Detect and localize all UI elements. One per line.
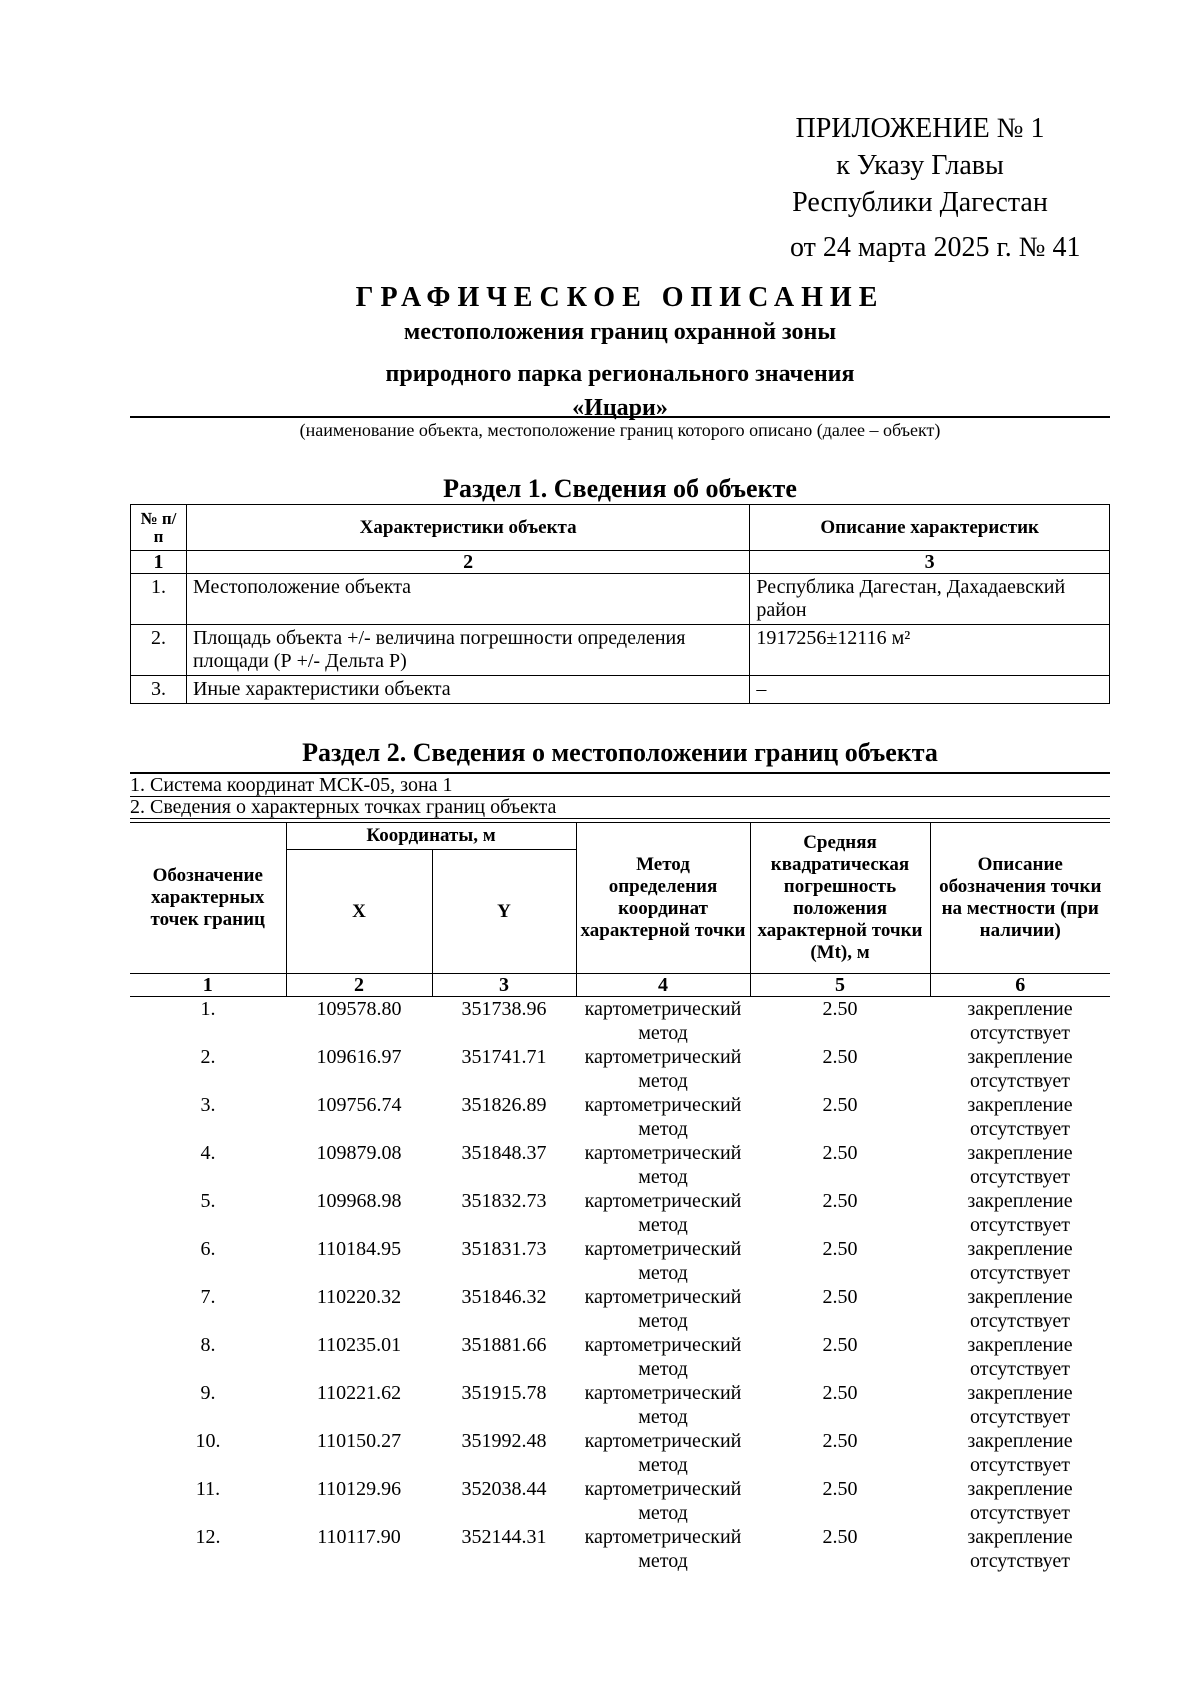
point-num: 5. xyxy=(200,1190,216,1212)
point-error: 2.50 xyxy=(822,998,858,1020)
header-characteristics: Характеристики объекта xyxy=(186,505,749,551)
row-characteristic: Площадь объекта +/- величина погрешности определения площади (Р +/- Дельта Р) xyxy=(186,625,749,676)
point-description: закрепление отсутствует xyxy=(967,1286,1073,1332)
point-y: 351848.37 xyxy=(461,1142,547,1164)
points-info: 2. Сведения о характерных точках границ объекта xyxy=(130,796,1110,819)
point-y: 351831.73 xyxy=(461,1238,547,1260)
row-num: 1. xyxy=(131,574,187,625)
row-description: – xyxy=(750,676,1110,704)
index-cell: 5 xyxy=(750,974,930,997)
point-y: 351741.71 xyxy=(461,1046,547,1068)
table-row xyxy=(130,1381,1110,1429)
point-method: картометрический метод xyxy=(584,1478,742,1524)
header-x: X xyxy=(286,850,432,974)
index-cell: 2 xyxy=(186,551,749,574)
point-y: 351826.89 xyxy=(461,1094,547,1116)
table-row xyxy=(130,1189,1110,1237)
object-name-caption: (наименование объекта, местоположение границ которого описано (далее – объект) xyxy=(299,420,941,440)
point-description: закрепление отсутствует xyxy=(967,1142,1073,1188)
appendix-to: к Указу Главы xyxy=(836,150,1004,181)
index-cell: 2 xyxy=(286,974,432,997)
point-description: закрепление отсутствует xyxy=(967,1478,1073,1524)
point-x: 109879.08 xyxy=(316,1142,402,1164)
point-error: 2.50 xyxy=(822,1190,858,1212)
point-num: 1. xyxy=(200,998,216,1020)
header-designation: Обозначение характерных точек границ xyxy=(130,823,286,974)
point-error: 2.50 xyxy=(822,1286,858,1308)
point-method: картометрический метод xyxy=(584,1334,742,1380)
title-main: ГРАФИЧЕСКОЕ ОПИСАНИЕ xyxy=(355,282,885,313)
point-x: 110221.62 xyxy=(316,1382,402,1404)
appendix-title: ПРИЛОЖЕНИЕ № 1 xyxy=(795,113,1045,144)
point-num: 2. xyxy=(200,1046,216,1068)
appendix-org: Республики Дагестан xyxy=(792,187,1048,218)
point-method: картометрический метод xyxy=(584,1238,742,1284)
object-name-underline xyxy=(130,416,1110,418)
point-description: закрепление отсутствует xyxy=(967,1046,1073,1092)
point-method: картометрический метод xyxy=(584,998,742,1044)
point-method: картометрический метод xyxy=(584,1382,742,1428)
table-row xyxy=(130,1333,1110,1381)
row-characteristic: Иные характеристики объекта xyxy=(186,676,749,704)
row-characteristic: Местоположение объекта xyxy=(186,574,749,625)
point-x: 110220.32 xyxy=(316,1286,402,1308)
index-cell: 1 xyxy=(131,551,187,574)
point-num: 8. xyxy=(200,1334,216,1356)
point-x: 109756.74 xyxy=(316,1094,402,1116)
point-x: 109968.98 xyxy=(316,1190,402,1212)
section2-title: Раздел 2. Сведения о местоположении границ объекта xyxy=(302,738,938,767)
table-row xyxy=(130,1285,1110,1333)
point-x: 110117.90 xyxy=(317,1526,401,1548)
point-description: закрепление отсутствует xyxy=(967,1526,1073,1572)
point-method: картометрический метод xyxy=(584,1094,742,1140)
point-error: 2.50 xyxy=(822,1334,858,1356)
section1-title: Раздел 1. Сведения об объекте xyxy=(443,474,797,503)
object-info-table xyxy=(130,504,1110,704)
point-method: картометрический метод xyxy=(584,1430,742,1476)
header-error: Средняя квадратическая погрешность положения характерной точки (Mt), м xyxy=(750,823,930,974)
point-y: 352038.44 xyxy=(461,1478,547,1500)
boundary-points-table xyxy=(130,822,1110,1573)
row-num: 3. xyxy=(131,676,187,704)
point-description: закрепление отсутствует xyxy=(967,1094,1073,1140)
point-x: 109616.97 xyxy=(316,1046,402,1068)
point-method: картометрический метод xyxy=(584,1286,742,1332)
table-row xyxy=(130,1093,1110,1141)
point-error: 2.50 xyxy=(822,1430,858,1452)
coordinate-system: 1. Система координат МСК-05, зона 1 xyxy=(130,772,1110,797)
point-description: закрепление отсутствует xyxy=(967,998,1073,1044)
points-body xyxy=(130,997,1110,1574)
point-num: 11. xyxy=(195,1478,221,1500)
point-error: 2.50 xyxy=(822,1526,858,1548)
table-row xyxy=(130,1141,1110,1189)
row-description: Республика Дагестан, Дахадаевский район xyxy=(750,574,1110,625)
point-x: 110150.27 xyxy=(316,1430,402,1452)
point-y: 352144.31 xyxy=(461,1526,547,1548)
index-cell: 3 xyxy=(750,551,1110,574)
decree-date: от 24 марта 2025 г. № 41 xyxy=(790,232,1081,263)
appendix-header xyxy=(760,110,1080,221)
point-description: закрепление отсутствует xyxy=(967,1430,1073,1476)
point-description: закрепление отсутствует xyxy=(967,1238,1073,1284)
point-num: 10. xyxy=(195,1430,221,1452)
point-error: 2.50 xyxy=(822,1478,858,1500)
title-line-3: природного парка регионального значения xyxy=(385,361,855,387)
point-method: картометрический метод xyxy=(584,1190,742,1236)
point-y: 351992.48 xyxy=(461,1430,547,1452)
point-error: 2.50 xyxy=(822,1142,858,1164)
header-point-description: Описание обозначения точки на местности (при наличии) xyxy=(930,823,1110,974)
point-description: закрепление отсутствует xyxy=(967,1334,1073,1380)
point-error: 2.50 xyxy=(822,1046,858,1068)
point-x: 109578.80 xyxy=(316,998,402,1020)
point-x: 110129.96 xyxy=(316,1478,402,1500)
point-error: 2.50 xyxy=(822,1094,858,1116)
title-line-2: местоположения границ охранной зоны xyxy=(403,319,837,345)
point-num: 7. xyxy=(200,1286,216,1308)
table-row xyxy=(130,1429,1110,1477)
point-description: закрепление отсутствует xyxy=(967,1190,1073,1236)
table-row xyxy=(130,1237,1110,1285)
object-name: «Ицари» xyxy=(572,395,668,421)
point-y: 351832.73 xyxy=(461,1190,547,1212)
point-y: 351846.32 xyxy=(461,1286,547,1308)
index-cell: 1 xyxy=(130,974,286,997)
index-row xyxy=(130,974,1110,997)
index-cell: 6 xyxy=(930,974,1110,997)
table-row xyxy=(131,676,1110,704)
document-title xyxy=(130,282,1110,423)
table-row xyxy=(130,1477,1110,1525)
point-error: 2.50 xyxy=(822,1238,858,1260)
point-y: 351738.96 xyxy=(461,998,547,1020)
table-row xyxy=(131,574,1110,625)
header-num: № п/п xyxy=(131,505,187,551)
index-row xyxy=(131,551,1110,574)
index-cell: 4 xyxy=(576,974,750,997)
point-error: 2.50 xyxy=(822,1382,858,1404)
table-row xyxy=(130,1525,1110,1573)
point-num: 3. xyxy=(200,1094,216,1116)
header-method: Метод определения координат характерной точки xyxy=(576,823,750,974)
header-y: Y xyxy=(432,850,576,974)
header-coords: Координаты, м xyxy=(286,823,576,850)
point-x: 110184.95 xyxy=(316,1238,402,1260)
point-description: закрепление отсутствует xyxy=(967,1382,1073,1428)
point-method: картометрический метод xyxy=(584,1142,742,1188)
point-num: 9. xyxy=(200,1382,216,1404)
point-x: 110235.01 xyxy=(316,1334,402,1356)
point-num: 4. xyxy=(200,1142,216,1164)
row-num: 2. xyxy=(131,625,187,676)
point-method: картометрический метод xyxy=(584,1046,742,1092)
point-num: 12. xyxy=(195,1526,221,1548)
row-description: 1917256±12116 м² xyxy=(750,625,1110,676)
point-y: 351915.78 xyxy=(461,1382,547,1404)
table-row xyxy=(131,625,1110,676)
index-cell: 3 xyxy=(432,974,576,997)
point-y: 351881.66 xyxy=(461,1334,547,1356)
point-num: 6. xyxy=(200,1238,216,1260)
point-method: картометрический метод xyxy=(584,1526,742,1572)
table-row xyxy=(130,1045,1110,1093)
header-description: Описание характеристик xyxy=(750,505,1110,551)
table-row xyxy=(130,997,1110,1046)
